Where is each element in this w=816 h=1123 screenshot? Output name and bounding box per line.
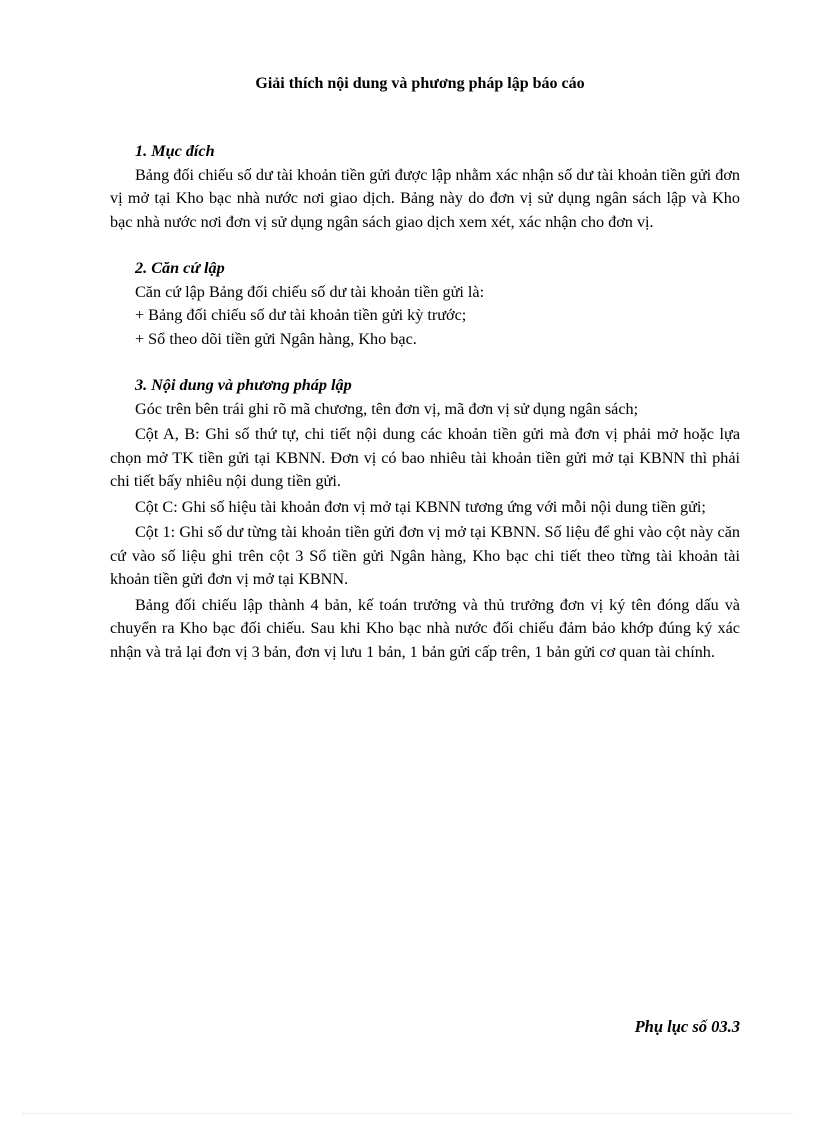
section-content-method xyxy=(110,374,740,664)
paragraph: Góc trên bên trái ghi rõ mã chương, tên đơn vị, mã đơn vị sử dụng ngân sách; xyxy=(135,399,639,418)
page-bottom-divider xyxy=(22,1113,794,1114)
paragraph: Cột A, B: Ghi số thứ tự, chi tiết nội dung các khoản tiền gửi mà đơn vị phải mở hoặc lựa chọn mở TK tiền gửi tại KBNN. Đơn vị có bao nhiêu tài khoản tiền gửi mở tại KBNN thì phải chi tiết bấy nhiêu nội dung tiền gửi. xyxy=(110,425,740,490)
section-purpose xyxy=(110,140,740,234)
paragraph: Cột C: Ghi số hiệu tài khoản đơn vị mở tại KBNN tương ứng với mỗi nội dung tiền gửi; xyxy=(135,497,706,516)
list-item: + Bảng đối chiếu số dư tài khoản tiền gửi kỳ trước; xyxy=(135,306,467,324)
appendix-label: Phụ lục số 03.3 xyxy=(634,1017,740,1036)
section-heading: 3. Nội dung và phương pháp lập xyxy=(135,376,352,394)
list-item: + Sổ theo dõi tiền gửi Ngân hàng, Kho bạc. xyxy=(135,329,417,348)
paragraph: Căn cứ lập Bảng đối chiếu số dư tài khoản tiền gửi là: xyxy=(135,282,485,301)
section-heading: 2. Căn cứ lập xyxy=(135,259,225,277)
paragraph: Bảng đối chiếu số dư tài khoản tiền gửi được lập nhằm xác nhận số dư tài khoản tiền gửi đơn vị mở tại Kho bạc nhà nước nơi giao dịch. Bảng này do đơn vị sử dụng ngân sách lập và Kho bạc nhà nước nơi đơn vị sử dụng ngân sách giao dịch xem xét, xác nhận cho đơn vị. xyxy=(110,165,740,231)
section-heading: 1. Mục đích xyxy=(135,142,215,160)
paragraph: Cột 1: Ghi số dư từng tài khoản tiền gửi đơn vị mở tại KBNN. Số liệu để ghi vào cột này căn cứ vào số liệu ghi trên cột 3 Sổ tiền gửi Ngân hàng, Kho bạc chi tiết theo từng tài khoản tài khoản tiền gửi đơn vị mở tại KBNN. xyxy=(110,523,740,588)
paragraph: Bảng đối chiếu lập thành 4 bản, kế toán trưởng và thủ trưởng đơn vị ký tên đóng dấu và chuyển ra Kho bạc đối chiếu. Sau khi Kho bạc nhà nước đối chiếu đảm bảo khớp đúng ký xác nhận và trả lại đơn vị 3 bản, đơn vị lưu 1 bản, 1 bản gửi cấp trên, 1 bản gửi cơ quan tài chính. xyxy=(110,595,740,661)
document-title: Giải thích nội dung và phương pháp lập báo cáo xyxy=(255,75,585,92)
document-body xyxy=(110,140,740,664)
section-basis xyxy=(110,257,740,351)
